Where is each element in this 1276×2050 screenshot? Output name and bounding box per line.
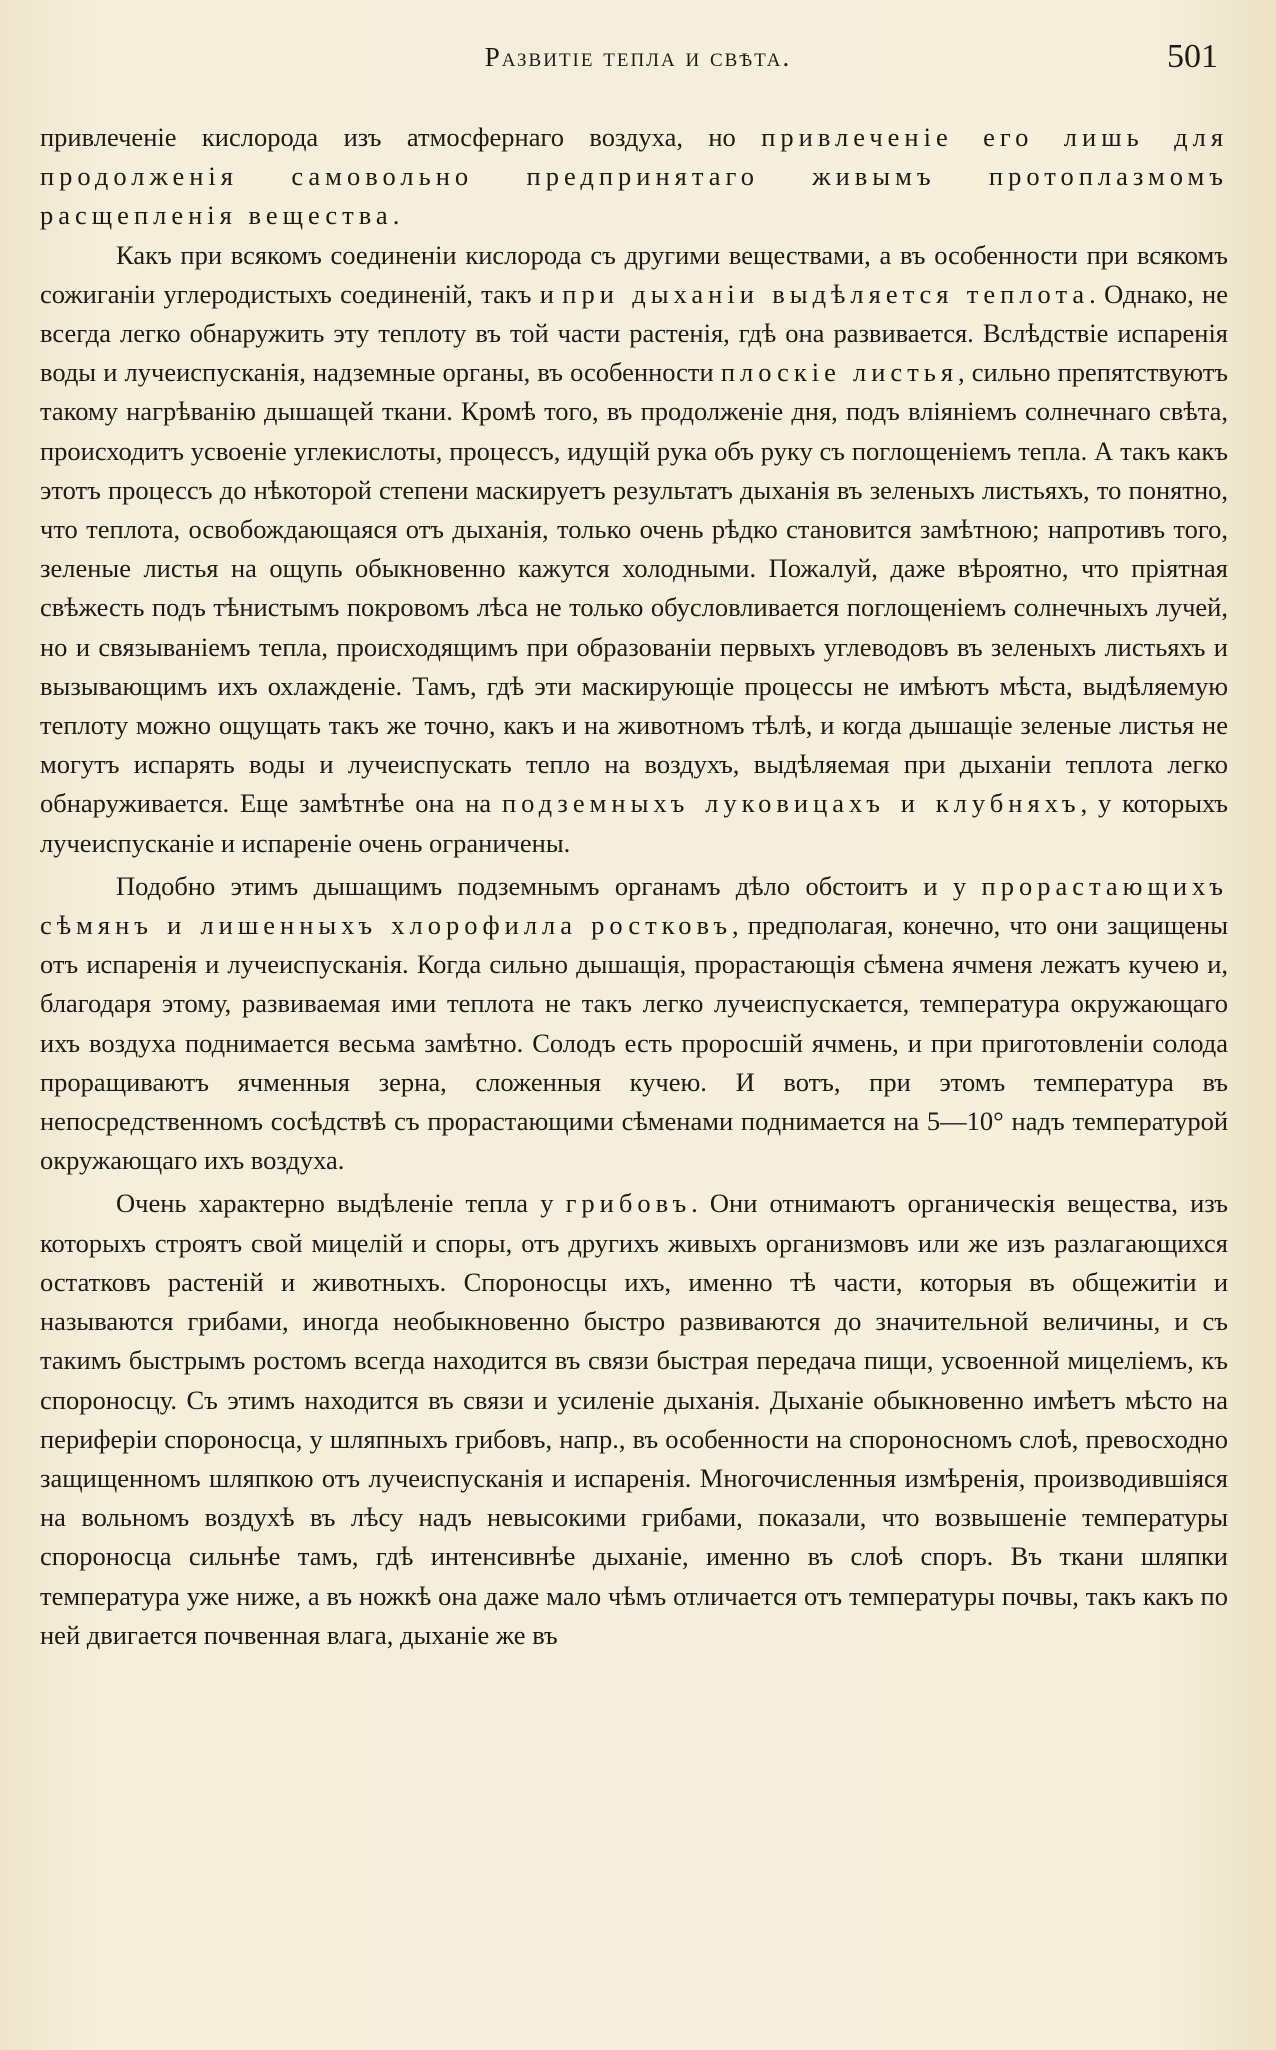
emphasis-text: подземныхъ луковицахъ и клубняхъ — [501, 788, 1081, 819]
body-text: , сильно препятствуютъ такому нагрѣванію дышащей ткани. Кромѣ того, въ продолженіе дня, подъ вліяніемъ солнечнаго свѣта, происходитъ усвоеніе углекислоты, процессъ, идущій рука объ руку съ поглощеніемъ тепла. А такъ какъ этотъ процессъ до нѣкоторой степени маскируетъ результатъ дыханія въ зеленыхъ листьяхъ, то понятно, что теплота, освобождающаяся отъ дыханія, только очень рѣдко становится замѣтною; напротивъ того, зеленые листья на ощупь обыкновенно кажутся холодными. Пожалуй, даже вѣроятно, что пріятная свѣжесть подъ тѣнистымъ покровомъ лѣса не только обусловливается поглощеніемъ солнечныхъ лучей, но и связываніемъ тепла, происходящимъ при образованіи первыхъ углеводовъ въ зеленыхъ листьяхъ и вызывающимъ ихъ охлажденіе. Тамъ, гдѣ эти маскирующіе процессы не имѣютъ мѣста, выдѣляемую теплоту можно ощущать такъ же точно, какъ и на животномъ тѣлѣ, и когда дышащіе зеленые листья не могутъ испарять воды и лучеиспускать тепло на воздухъ, выдѣляемая при дыханіи теплота легко обнаруживается. Еще замѣтнѣе она на — [40, 357, 1228, 819]
body-text: Очень характерно выдѣленіе тепла у — [116, 1188, 566, 1219]
body-text: . Они отнимаютъ органическія вещества, изъ которыхъ строятъ свой мицелій и споры, отъ другихъ живыхъ организмовъ или же изъ разлагающихся остатковъ растеній и животныхъ. Спороносцы ихъ, именно тѣ части, которыя въ общежитіи и называются грибами, иногда необыкновенно быстро развиваются до значительной величины, и съ такимъ быстрымъ ростомъ всегда находится въ связи быстрая передача пищи, усвоенной мицеліемъ, къ спороносцу. Съ этимъ находится въ связи и усиленіе дыханія. Дыханіе обыкновенно имѣетъ мѣсто на периферіи спороносца, у шляпныхъ грибовъ, напр., въ особенности на спороносномъ слоѣ, превосходно защищенномъ шляпкою отъ лучеиспусканія и испаренія. Многочисленныя измѣренія, производившіяся на вольномъ воздухѣ въ лѣсу надъ невысокими грибами, показали, что возвышеніе температуры спороносца сильнѣе тамъ, гдѣ интенсивнѣе дыханіе, именно въ слоѣ споръ. Въ ткани шляпки температура уже ниже, а въ ножкѣ она даже мало чѣмъ отличается отъ температуры почвы, такъ какъ по ней двигается почвенная влага, дыханіе же въ — [40, 1188, 1228, 1650]
paragraph — [40, 118, 1228, 236]
page-header — [0, 38, 1276, 78]
page-number: 501 — [1167, 38, 1218, 75]
body-text: Какъ при всякомъ соединеніи кислорода съ другими веществами, а въ особенности при всякомъ сожиганіи углеродистыхъ соединеній, такъ и — [40, 239, 1228, 309]
emphasis-text: при дыханіи выдѣляется теплота — [562, 278, 1090, 309]
body-text: привлеченіе кислорода изъ атмосфернаго воздуха, но — [40, 122, 762, 152]
body-text: . — [392, 200, 400, 231]
paragraph — [40, 236, 1228, 863]
emphasis-text: грибовъ — [565, 1188, 692, 1219]
body-text: . Однако, не всегда легко обнаружить эту теплоту въ той части растенія, гдѣ она развивается. Вслѣдствіе испаренія воды и лучеиспусканія, надземные органы, въ особенности — [40, 278, 1228, 388]
body-text: Подобно этимъ дышащимъ подземнымъ органамъ дѣло обстоитъ и у — [116, 870, 982, 901]
paragraph — [40, 1184, 1228, 1654]
emphasis-text: привлеченіе его лишь для продолженія самовольно предпринятаго живымъ протоплазмомъ расщепленія вещества — [40, 122, 1229, 231]
emphasis-text: прорастающихъ сѣмянъ и лишенныхъ хлорофилла ростковъ — [40, 870, 1228, 941]
paragraph — [40, 867, 1228, 1181]
body-text: , у которыхъ лучеиспусканіе и испареніе очень ограничены. — [40, 788, 1228, 858]
running-title: Развитіе тепла и свѣта. — [484, 42, 792, 72]
page-body — [40, 118, 1228, 1655]
emphasis-text: плоскіе листья — [720, 357, 959, 388]
body-text: , предполагая, конечно, что они защищены отъ испаренія и лучеиспусканія. Когда сильно дышащія, прорастающія сѣмена ячменя лежатъ кучею и, благодаря этому, развиваемая ими теплота не такъ легко лучеиспускается, температура окружающаго ихъ воздуха поднимается весьма замѣтно. Солодъ есть проросшій ячмень, и при приготовленіи солода проращиваютъ ячменныя зерна, сложенныя кучею. И вотъ, при этомъ температура въ непосредственномъ сосѣдствѣ съ прорастающими сѣменами поднимается на 5—10° надъ температурой окружающаго ихъ воздуха. — [40, 910, 1229, 1176]
